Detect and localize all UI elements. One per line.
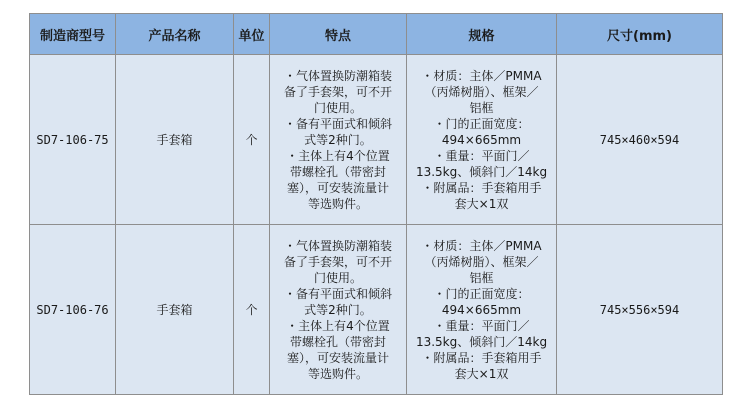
spec-line: ・门的正面宽度： <box>433 286 530 301</box>
spec-line: ・材质：主体／PMMA <box>421 238 542 253</box>
feature-line: 塞），可安装流量计 <box>286 180 389 195</box>
header-features: 特点 <box>270 14 407 55</box>
table-row <box>30 225 723 395</box>
feature-line: 塞），可安装流量计 <box>286 350 389 365</box>
feature-line: ・主体上有4个位置 <box>286 148 390 163</box>
feature-line: 带螺栓孔（带密封 <box>289 334 386 349</box>
cell-model: SD7-106-76 <box>30 225 116 395</box>
cell-product-name: 手套箱 <box>116 55 234 225</box>
spec-line: （丙烯树脂）、框架／ <box>424 254 539 269</box>
cell-specs <box>407 55 557 225</box>
spec-line: 13.5kg、倾斜门／14kg <box>415 164 548 179</box>
cell-features <box>270 55 407 225</box>
cell-product-name: 手套箱 <box>116 225 234 395</box>
spec-line: （丙烯树脂）、框架／ <box>424 84 539 99</box>
feature-line: 备了手套架，可不开 <box>283 84 392 99</box>
spec-line: 494×665mm <box>441 132 522 147</box>
cell-specs <box>407 225 557 395</box>
spec-line: ・附属品：手套箱用手 <box>421 350 542 365</box>
feature-line: ・备有平面式和倾斜 <box>283 286 392 301</box>
spec-line: 494×665mm <box>441 302 522 317</box>
cell-size: 745×460×594 <box>557 55 723 225</box>
header-specs: 规格 <box>407 14 557 55</box>
feature-line: 式等2种门。 <box>304 132 372 147</box>
cell-features <box>270 225 407 395</box>
feature-line: 式等2种门。 <box>304 302 372 317</box>
cell-model: SD7-106-75 <box>30 55 116 225</box>
feature-line: ・备有平面式和倾斜 <box>283 116 392 131</box>
spec-line: 铝框 <box>469 270 494 285</box>
feature-line: 门使用。 <box>313 270 362 285</box>
feature-line: 等选购件。 <box>307 366 368 381</box>
table-row <box>30 55 723 225</box>
cell-size: 745×556×594 <box>557 225 723 395</box>
product-spec-table <box>29 13 723 395</box>
spec-line: ・门的正面宽度： <box>433 116 530 131</box>
spec-line: ・附属品：手套箱用手 <box>421 180 542 195</box>
spec-line: ・重量：平面门／ <box>433 318 530 333</box>
spec-line: 套大×1双 <box>454 366 509 381</box>
header-unit: 单位 <box>234 14 270 55</box>
cell-unit: 个 <box>234 55 270 225</box>
feature-line: ・气体置换防潮箱装 <box>283 68 392 83</box>
spec-line: 13.5kg、倾斜门／14kg <box>415 334 548 349</box>
spec-line: ・重量：平面门／ <box>433 148 530 163</box>
cell-unit: 个 <box>234 225 270 395</box>
table-header-row <box>30 14 723 55</box>
feature-line: 等选购件。 <box>307 196 368 211</box>
feature-line: ・主体上有4个位置 <box>286 318 390 333</box>
spec-line: 铝框 <box>469 100 494 115</box>
feature-line: ・气体置换防潮箱装 <box>283 238 392 253</box>
feature-line: 带螺栓孔（带密封 <box>289 164 386 179</box>
header-product-name: 产品名称 <box>116 14 234 55</box>
header-model: 制造商型号 <box>30 14 116 55</box>
feature-line: 门使用。 <box>313 100 362 115</box>
spec-line: ・材质：主体／PMMA <box>421 68 542 83</box>
spec-line: 套大×1双 <box>454 196 509 211</box>
header-size: 尺寸(mm) <box>557 14 723 55</box>
feature-line: 备了手套架，可不开 <box>283 254 392 269</box>
